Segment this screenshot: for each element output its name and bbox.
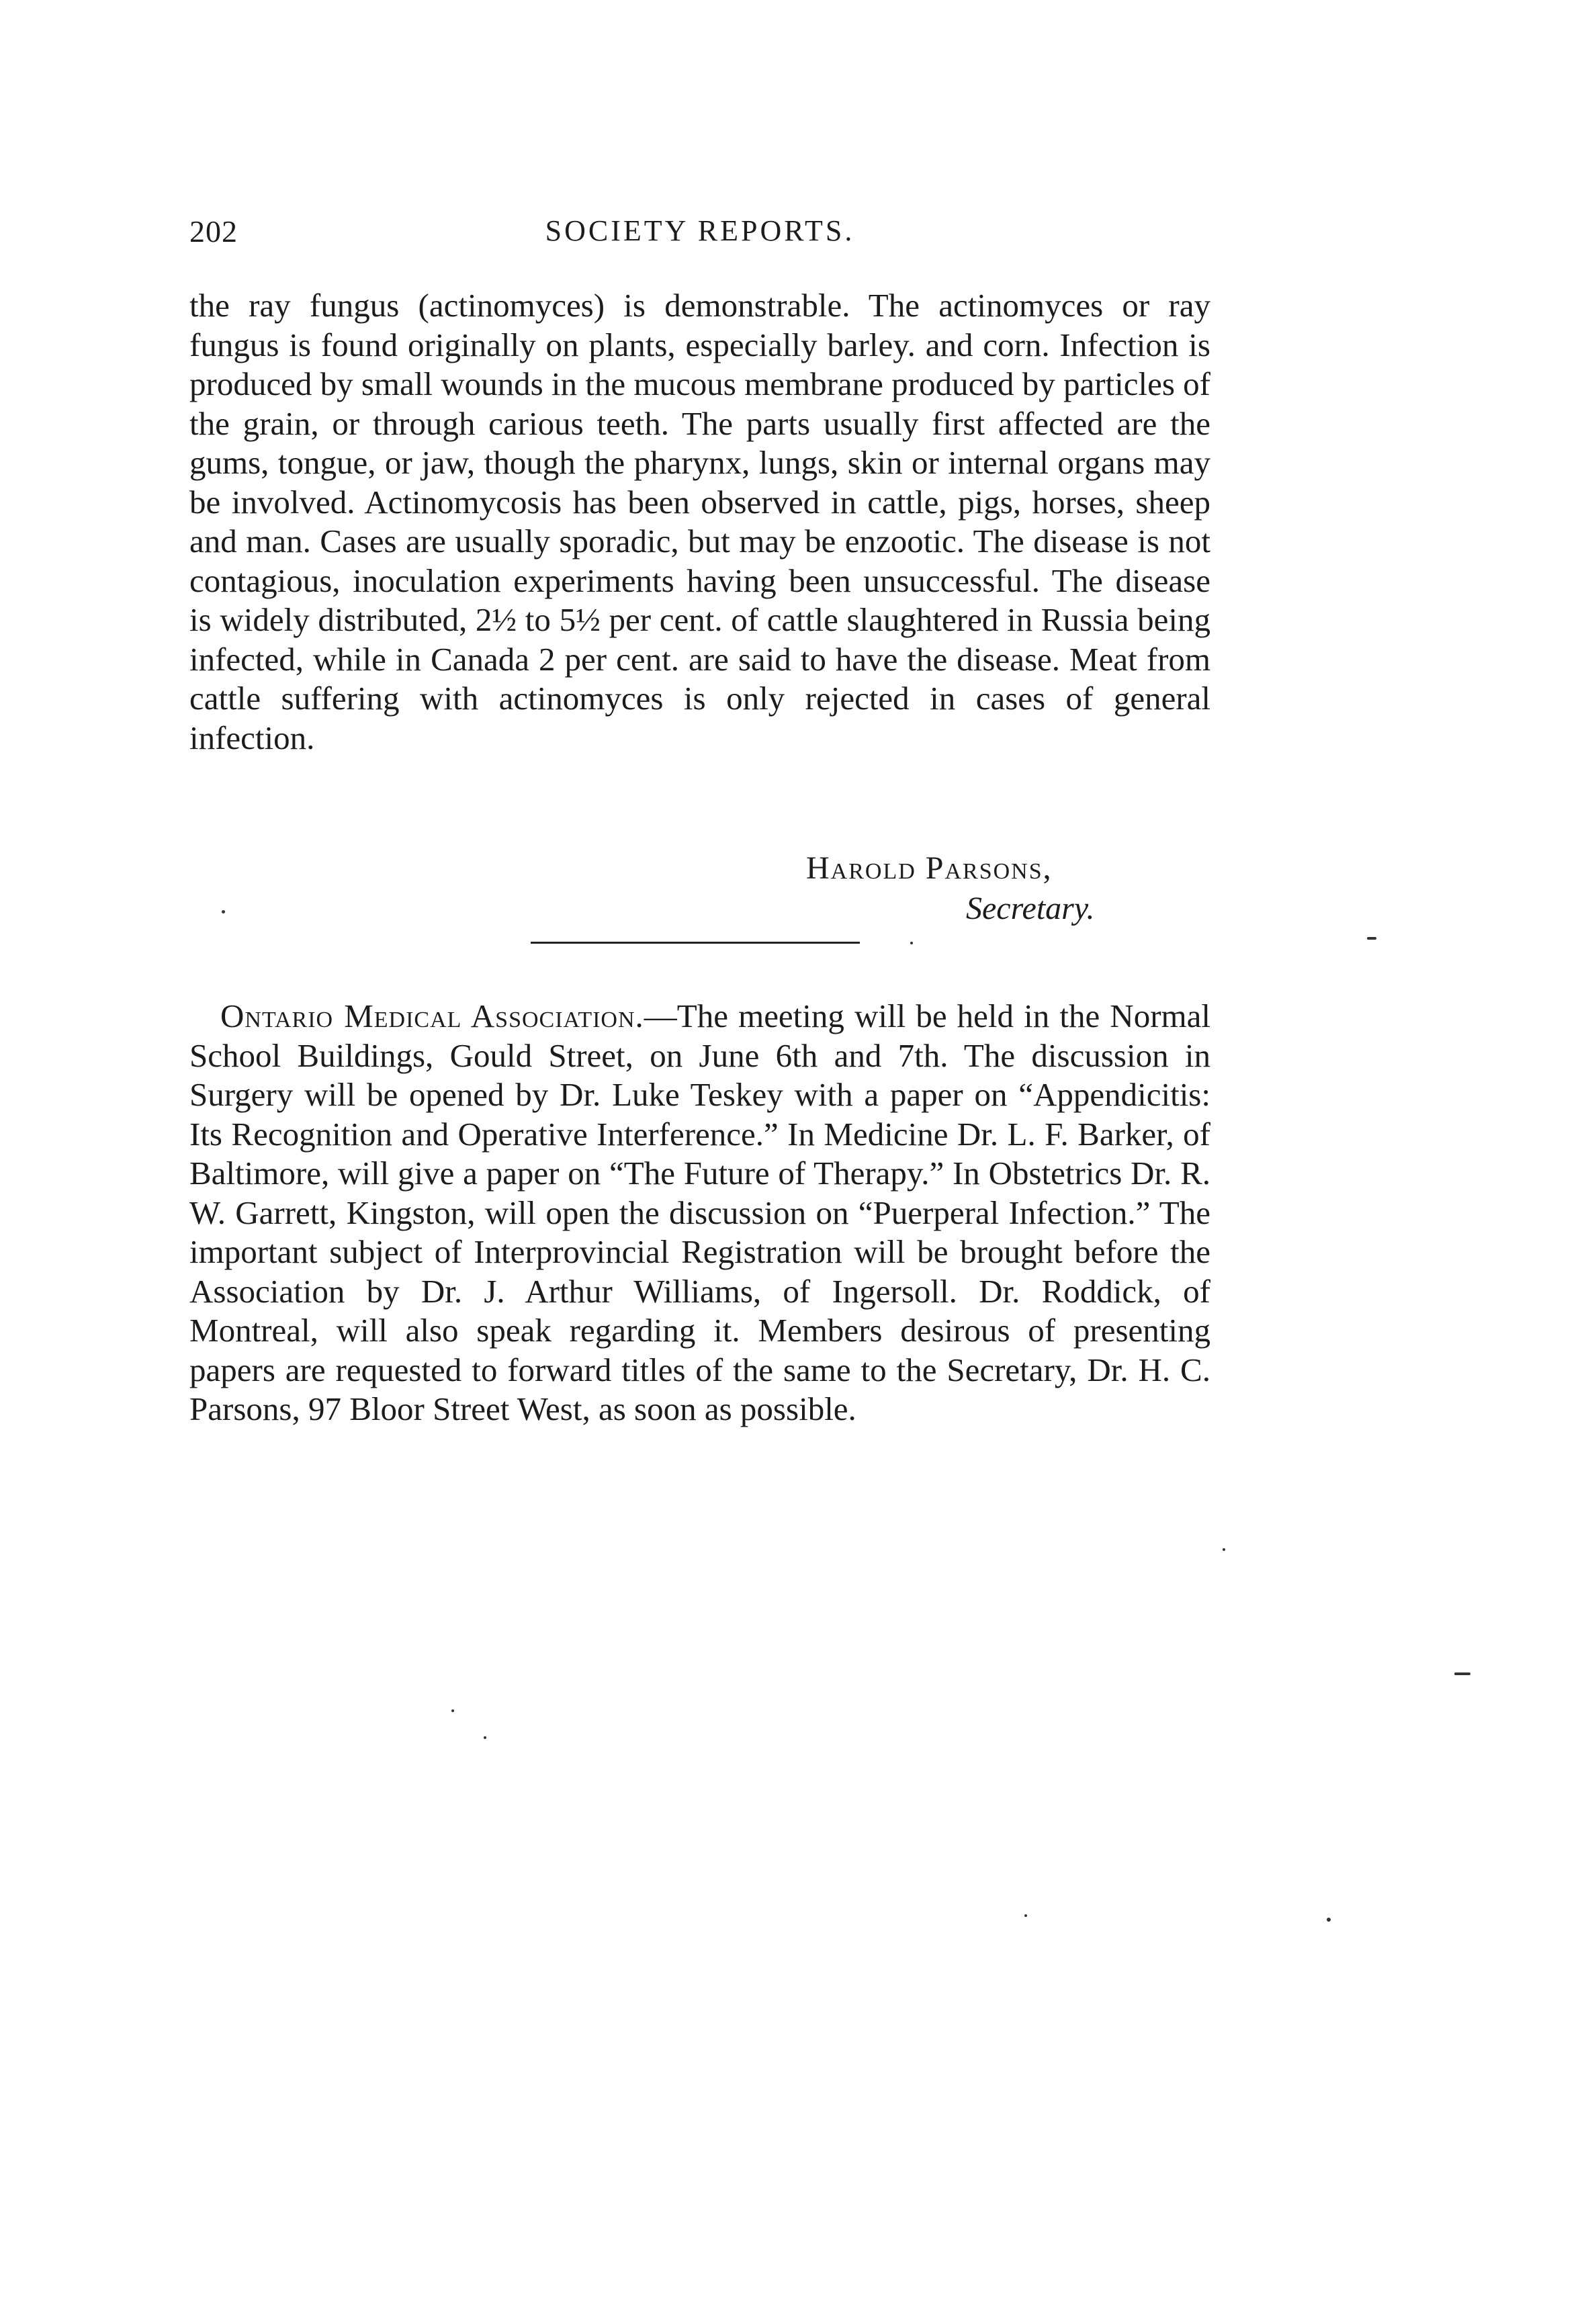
scan-speck [1024, 1914, 1027, 1917]
page-header [189, 214, 1210, 254]
section-divider [531, 942, 860, 944]
scan-speck [910, 942, 913, 944]
actinomycosis-report [189, 286, 1210, 758]
scan-speck [1327, 1918, 1331, 1922]
signature-name: Harold Parsons, [806, 850, 1053, 886]
report-paragraph: the ray fungus (actinomyces) is demonstrable. The actinomyces or ray fungus is found originally on plants, especially barley. and corn. Infection is produced by small wounds in the mucous membrane produced by particles of the grain, or through carious teeth. The parts usually first affected are the gums, tongue, or jaw, though the pharynx, lungs, skin or internal organs may be involved. Actinomycosis has been observed in cattle, pigs, horses, sheep and man. Cases are usually sporadic, but may be enzootic. The disease is not contagious, inoculation experiments having been unsuccessful. The disease is widely distributed, 2½ to 5½ per cent. of cattle slaughtered in Russia being infected, while in Canada 2 per cent. are said to have the disease. Meat from cattle suffering with actinomyces is only rejected in cases of general infection. [189, 287, 1210, 756]
scan-speck [1367, 937, 1376, 940]
notice-paragraph [189, 997, 1210, 1429]
scan-speck [222, 910, 225, 913]
scan-speck [1454, 1672, 1470, 1675]
scan-speck [451, 1709, 454, 1712]
running-head: SOCIETY REPORTS. [545, 214, 855, 247]
notice-body: —The meeting will be held in the Normal School Buildings, Gould Street, on June 6th and 7th. The discussion in Surgery will be opened by Dr. Luke Teskey with a paper on “Appendicitis: Its Recognition and Operative Interference.” In Medicine Dr. L. F. Barker, of Baltimore, will give a paper on “The Future of Therapy.” In Obstetrics Dr. R. W. Garrett, Kingston, will open the discussion on “Puerperal Infection.” The important subject of Interprovincial Registration will be brought before the Association by Dr. J. Arthur Williams, of Ingersoll. Dr. Roddick, of Montreal, will also speak regarding it. Members desirous of presenting papers are requested to forward titles of the same to the Secretary, Dr. H. C. Parsons, 97 Bloor Street West, as soon as possible. [189, 997, 1210, 1427]
notice-lead: Ontario Medical Association. [220, 997, 644, 1034]
page-number: 202 [189, 214, 238, 249]
scan-speck [484, 1736, 486, 1739]
scan-speck [1223, 1548, 1225, 1551]
signature-title: Secretary. [966, 891, 1095, 926]
ontario-association-notice [189, 997, 1210, 1429]
